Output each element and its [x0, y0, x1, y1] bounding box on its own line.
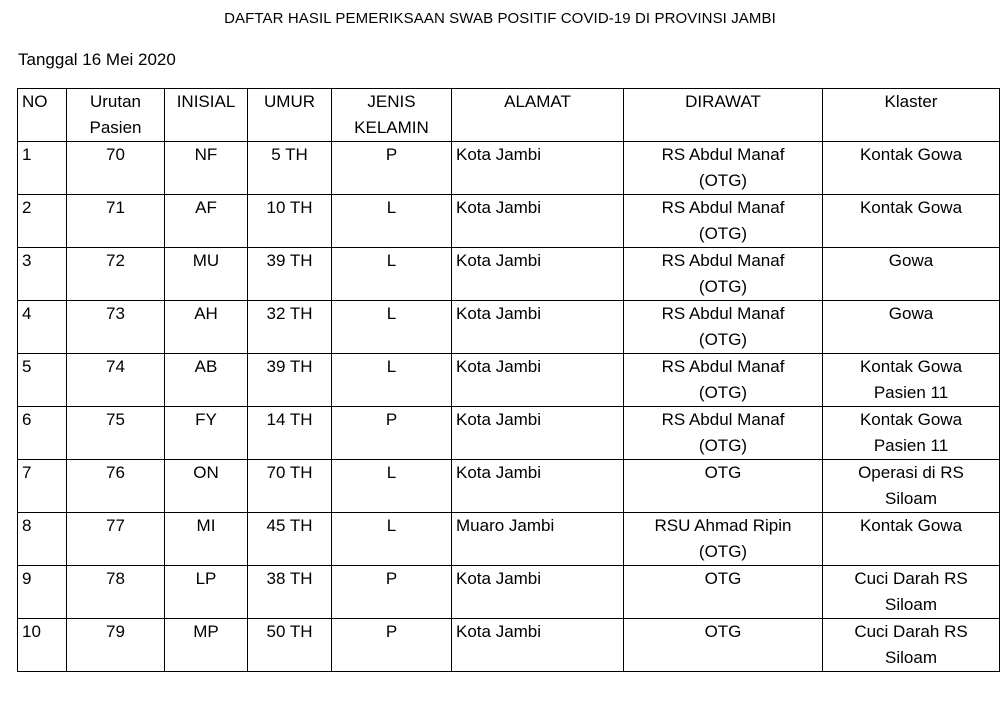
- cell-umur: 39 TH: [248, 354, 332, 407]
- cell-jenis: P: [332, 142, 452, 195]
- cell-no: 5: [18, 354, 67, 407]
- cell-inisial: NF: [165, 142, 248, 195]
- header-urutan-pasien: Urutan Pasien: [67, 89, 165, 142]
- cell-urutan: 73: [67, 301, 165, 354]
- cell-no: 2: [18, 195, 67, 248]
- document-title: DAFTAR HASIL PEMERIKSAAN SWAB POSITIF COVID-19 DI PROVINSI JAMBI: [224, 10, 776, 27]
- cell-jenis: L: [332, 301, 452, 354]
- cell-inisial: AH: [165, 301, 248, 354]
- cell-alamat: Muaro Jambi: [452, 513, 624, 566]
- cell-dirawat: RS Abdul Manaf (OTG): [624, 142, 823, 195]
- cell-alamat: Kota Jambi: [452, 619, 624, 672]
- cell-jenis: P: [332, 619, 452, 672]
- table-row: [18, 142, 1000, 195]
- table-row: [18, 248, 1000, 301]
- cell-urutan: 71: [67, 195, 165, 248]
- table-header-row: [18, 89, 1000, 142]
- cell-umur: 45 TH: [248, 513, 332, 566]
- cell-urutan: 78: [67, 566, 165, 619]
- cell-klaster: Kontak Gowa Pasien 11: [823, 354, 1000, 407]
- cell-umur: 70 TH: [248, 460, 332, 513]
- table-row: [18, 460, 1000, 513]
- cell-no: 3: [18, 248, 67, 301]
- cell-umur: 5 TH: [248, 142, 332, 195]
- cell-dirawat: RS Abdul Manaf (OTG): [624, 195, 823, 248]
- cell-urutan: 79: [67, 619, 165, 672]
- cell-klaster: Kontak Gowa: [823, 513, 1000, 566]
- cell-urutan: 76: [67, 460, 165, 513]
- cell-jenis: L: [332, 248, 452, 301]
- cell-jenis: P: [332, 407, 452, 460]
- cell-urutan: 72: [67, 248, 165, 301]
- header-jenis-kelamin: JENIS KELAMIN: [332, 89, 452, 142]
- cell-no: 6: [18, 407, 67, 460]
- cell-jenis: L: [332, 513, 452, 566]
- cell-umur: 32 TH: [248, 301, 332, 354]
- patient-table: [17, 88, 1000, 672]
- cell-jenis: L: [332, 195, 452, 248]
- header-inisial: INISIAL: [165, 89, 248, 142]
- header-klaster: Klaster: [823, 89, 1000, 142]
- cell-dirawat: RSU Ahmad Ripin (OTG): [624, 513, 823, 566]
- cell-dirawat: RS Abdul Manaf (OTG): [624, 354, 823, 407]
- cell-jenis: L: [332, 460, 452, 513]
- table-row: [18, 354, 1000, 407]
- cell-dirawat: OTG: [624, 619, 823, 672]
- cell-urutan: 70: [67, 142, 165, 195]
- header-alamat: ALAMAT: [452, 89, 624, 142]
- header-umur: UMUR: [248, 89, 332, 142]
- cell-alamat: Kota Jambi: [452, 248, 624, 301]
- table-row: [18, 619, 1000, 672]
- cell-inisial: LP: [165, 566, 248, 619]
- cell-klaster: Cuci Darah RS Siloam: [823, 619, 1000, 672]
- cell-umur: 50 TH: [248, 619, 332, 672]
- table-row: [18, 513, 1000, 566]
- cell-no: 7: [18, 460, 67, 513]
- cell-klaster: Kontak Gowa: [823, 195, 1000, 248]
- cell-klaster: Kontak Gowa: [823, 142, 1000, 195]
- cell-alamat: Kota Jambi: [452, 407, 624, 460]
- header-dirawat: DIRAWAT: [624, 89, 823, 142]
- cell-klaster: Cuci Darah RS Siloam: [823, 566, 1000, 619]
- cell-umur: 38 TH: [248, 566, 332, 619]
- cell-inisial: FY: [165, 407, 248, 460]
- cell-dirawat: RS Abdul Manaf (OTG): [624, 407, 823, 460]
- cell-inisial: MP: [165, 619, 248, 672]
- cell-urutan: 74: [67, 354, 165, 407]
- cell-inisial: MU: [165, 248, 248, 301]
- cell-urutan: 77: [67, 513, 165, 566]
- cell-alamat: Kota Jambi: [452, 195, 624, 248]
- document-date: Tanggal 16 Mei 2020: [18, 50, 176, 69]
- cell-alamat: Kota Jambi: [452, 354, 624, 407]
- cell-dirawat: RS Abdul Manaf (OTG): [624, 301, 823, 354]
- table-row: [18, 195, 1000, 248]
- cell-jenis: P: [332, 566, 452, 619]
- cell-dirawat: RS Abdul Manaf (OTG): [624, 248, 823, 301]
- cell-umur: 39 TH: [248, 248, 332, 301]
- cell-alamat: Kota Jambi: [452, 566, 624, 619]
- cell-klaster: Gowa: [823, 301, 1000, 354]
- cell-klaster: Kontak Gowa Pasien 11: [823, 407, 1000, 460]
- table-row: [18, 566, 1000, 619]
- header-no: NO: [18, 89, 67, 142]
- table-row: [18, 301, 1000, 354]
- table-body: [18, 142, 1000, 672]
- cell-urutan: 75: [67, 407, 165, 460]
- cell-dirawat: OTG: [624, 566, 823, 619]
- cell-no: 1: [18, 142, 67, 195]
- cell-alamat: Kota Jambi: [452, 460, 624, 513]
- cell-no: 8: [18, 513, 67, 566]
- cell-umur: 14 TH: [248, 407, 332, 460]
- cell-klaster: Gowa: [823, 248, 1000, 301]
- cell-no: 10: [18, 619, 67, 672]
- cell-jenis: L: [332, 354, 452, 407]
- cell-inisial: AF: [165, 195, 248, 248]
- cell-inisial: ON: [165, 460, 248, 513]
- cell-inisial: MI: [165, 513, 248, 566]
- cell-klaster: Operasi di RS Siloam: [823, 460, 1000, 513]
- cell-dirawat: OTG: [624, 460, 823, 513]
- table-row: [18, 407, 1000, 460]
- cell-alamat: Kota Jambi: [452, 301, 624, 354]
- cell-alamat: Kota Jambi: [452, 142, 624, 195]
- cell-inisial: AB: [165, 354, 248, 407]
- cell-no: 9: [18, 566, 67, 619]
- cell-no: 4: [18, 301, 67, 354]
- cell-umur: 10 TH: [248, 195, 332, 248]
